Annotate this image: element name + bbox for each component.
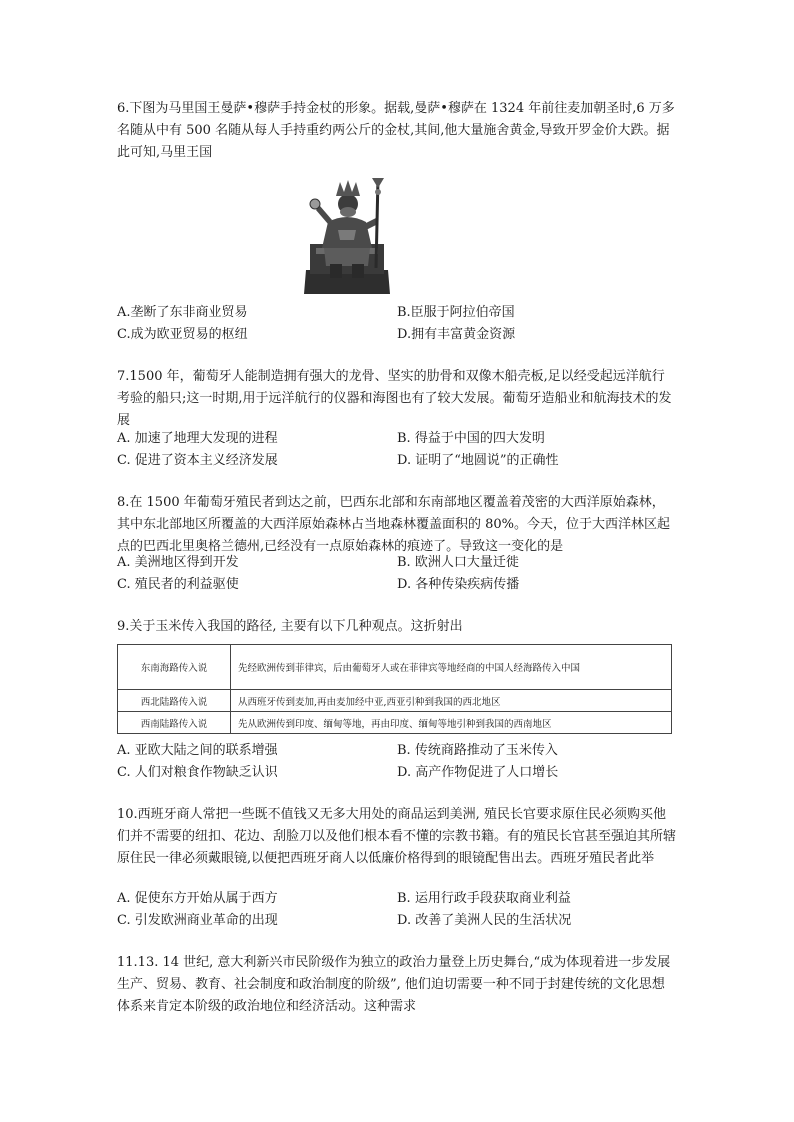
option-a[interactable]: A.垄断了东非商业贸易	[117, 305, 248, 320]
table-row	[118, 645, 672, 690]
option-c[interactable]: C.成为欧亚贸易的枢纽	[117, 327, 248, 342]
route-description: 先从欧洲传到印度、缅甸等地，再由印度、缅甸等地引种到我国的西南地区	[231, 712, 672, 734]
option-a[interactable]: A. 美洲地区得到开发	[117, 555, 239, 570]
question-10-options	[117, 888, 677, 932]
option-b[interactable]: B. 欧洲人口大量迁徙	[397, 555, 519, 570]
question-8-options	[117, 552, 677, 596]
option-d[interactable]: D. 高产作物促进了人口增长	[397, 765, 559, 780]
question-9-options	[117, 740, 677, 784]
option-c[interactable]: C. 人们对粮食作物缺乏认识	[117, 765, 278, 780]
question-6-options	[117, 302, 677, 346]
question-11	[117, 952, 677, 1018]
corn-route-table	[117, 644, 672, 734]
route-description: 先经欧洲传到菲律宾，后由葡萄牙人或在菲律宾等地经商的中国人经海路传入中国	[231, 645, 672, 690]
question-6	[117, 98, 677, 164]
table-row	[118, 712, 672, 734]
option-b[interactable]: B. 运用行政手段获取商业利益	[397, 891, 571, 906]
question-7-stem: 7.1500 年，葡萄牙人能制造拥有强大的龙骨、坚实的肋骨和双像木船壳板,足以经受起远洋航行考验的船只;这一时期,用于远洋航行的仪器和海图也有了较大发展。葡萄牙造船业和航海技术的发展	[117, 369, 672, 428]
route-name: 东南海路传入说	[118, 645, 231, 690]
question-6-stem: 6.下图为马里国王曼萨•穆萨手持金杖的形象。据载,曼萨•穆萨在 1324 年前往麦加朝圣时,6 万多名随从中有 500 名随从每人手持重约两公斤的金杖,其间,他大量施舍黄金,导致开罗金价大跌。据此可知,马里王国	[117, 101, 675, 160]
option-c[interactable]: C. 引发欧洲商业革命的出现	[117, 913, 278, 928]
question-10-stem: 10.西班牙商人常把一些既不值钱又无多大用处的商品运到美洲, 殖民长官要求原住民必须购买他们并不需要的纽扣、花边、刮脸刀以及他们根本看不懂的宗教书籍。有的殖民长官甚至强迫其所辖原住民一律必须戴眼镜,以便把西班牙商人以低廉价格得到的眼镜配售出去。西班牙殖民者此举	[117, 807, 677, 866]
question-9	[117, 616, 677, 638]
question-11-stem: 11.13. 14 世纪, 意大利新兴市民阶级作为独立的政治力量登上历史舞台,“成为体现着进一步发展生产、贸易、教育、社会制度和政治制度的阶级”, 他们迫切需要一种不同于封建传统的文化思想体系来肯定本阶级的政治地位和经济活动。这种需求	[117, 955, 671, 1014]
question-10	[117, 804, 677, 870]
table-row	[118, 690, 672, 712]
route-name: 西南陆路传入说	[118, 712, 231, 734]
option-a[interactable]: A. 加速了地理大发现的进程	[117, 431, 278, 446]
option-b[interactable]: B.臣服于阿拉伯帝国	[397, 305, 515, 320]
option-a[interactable]: A. 促使东方开始从属于西方	[117, 891, 278, 906]
option-b[interactable]: B. 得益于中国的四大发明	[397, 431, 545, 446]
question-8	[117, 492, 677, 558]
mansa-musa-statue-image	[298, 174, 396, 296]
question-7-options	[117, 428, 677, 472]
option-b[interactable]: B. 传统商路推动了玉米传入	[397, 743, 558, 758]
option-d[interactable]: D. 各种传染疾病传播	[397, 577, 520, 592]
option-a[interactable]: A. 亚欧大陆之间的联系增强	[117, 743, 278, 758]
question-7	[117, 366, 677, 432]
route-name: 西北陆路传入说	[118, 690, 231, 712]
route-description: 从西班牙传到麦加,再由麦加经中亚,西亚引种到我国的西北地区	[231, 690, 672, 712]
option-d[interactable]: D.拥有丰富黄金资源	[397, 327, 516, 342]
question-9-stem: 9.关于玉米传入我国的路径, 主要有以下几种观点。这折射出	[117, 619, 463, 634]
option-d[interactable]: D. 证明了“地圆说”的正确性	[397, 453, 559, 468]
question-8-stem: 8.在 1500 年葡萄牙殖民者到达之前，巴西东北部和东南部地区覆盖着茂密的大西洋原始森林，其中东北部地区所覆盖的大西洋原始森林占当地森林覆盖面积的 80%。今天，位于大西洋林区起点的巴西北里奥格兰德州,已经没有一点原始森林的痕迹了。导致这一变化的是	[117, 495, 671, 554]
option-c[interactable]: C. 殖民者的利益驱使	[117, 577, 239, 592]
option-c[interactable]: C. 促进了资本主义经济发展	[117, 453, 278, 468]
statue-illustration	[298, 174, 396, 296]
option-d[interactable]: D. 改善了美洲人民的生活状况	[397, 913, 572, 928]
